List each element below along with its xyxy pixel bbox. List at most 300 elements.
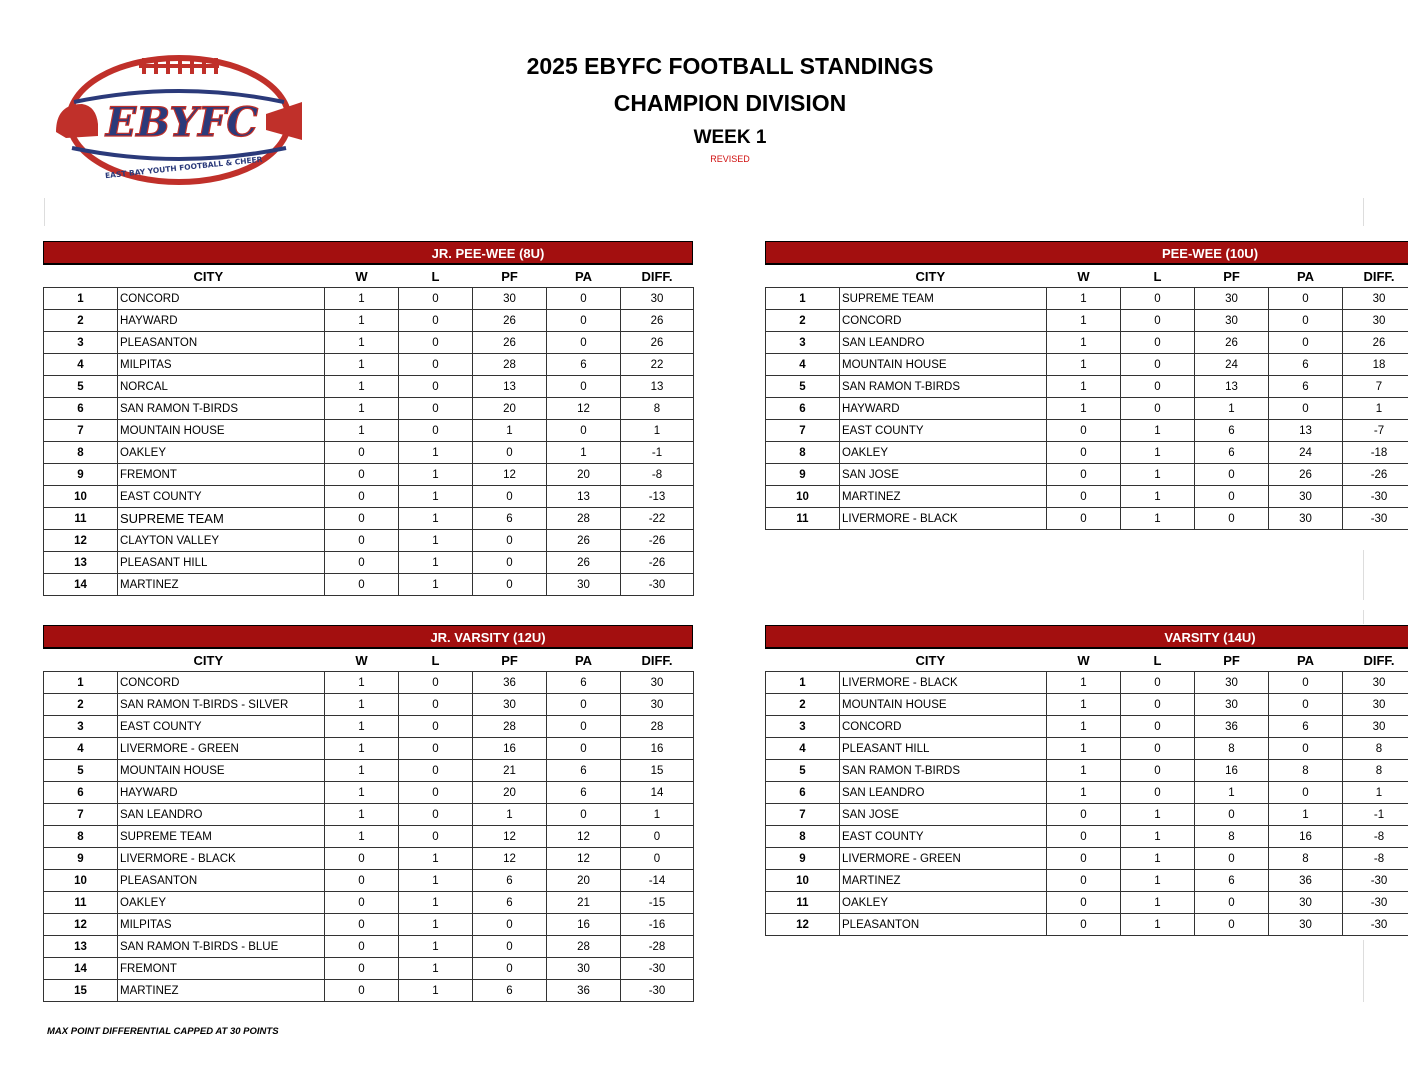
rank-cell: 3 [766,716,840,738]
differential-cell: 26 [621,310,694,332]
wins-cell: 1 [1047,694,1121,716]
differential-cell: -15 [621,892,694,914]
rank-cell: 10 [766,486,840,508]
wins-cell: 0 [325,914,399,936]
rank-cell: 1 [44,672,118,694]
wins-cell: 0 [325,442,399,464]
wins-cell: 0 [1047,870,1121,892]
rank-cell: 8 [44,442,118,464]
column-header-pa: PA [1296,268,1315,284]
points-against-cell: 30 [1269,914,1343,936]
points-for-cell: 24 [1195,354,1269,376]
rank-cell: 8 [766,826,840,848]
points-against-cell: 30 [547,958,621,980]
city-cell: CLAYTON VALLEY [118,530,325,552]
points-for-cell: 0 [1195,848,1269,870]
column-header-pa: PA [574,268,593,284]
city-cell: LIVERMORE - GREEN [118,738,325,760]
column-header-rank [766,265,840,288]
losses-cell: 1 [399,442,473,464]
losses-cell: 0 [399,354,473,376]
points-for-cell: 6 [1195,420,1269,442]
points-against-cell: 6 [547,672,621,694]
points-against-cell: 0 [1269,310,1343,332]
column-header-row [766,265,1408,288]
losses-cell: 0 [1121,672,1195,694]
rank-cell: 15 [44,980,118,1002]
rank-cell: 1 [44,288,118,310]
table-row [766,716,1408,738]
differential-cell: -30 [1343,486,1408,508]
table-row [766,376,1408,398]
points-for-cell: 0 [473,552,547,574]
points-against-cell: 0 [1269,782,1343,804]
revised-note: REVISED [710,154,750,164]
column-header-city: CITY [193,652,224,668]
guide-line [1363,198,1364,226]
wins-cell: 1 [325,826,399,848]
title-block [480,48,980,164]
rank-cell: 12 [44,914,118,936]
points-against-cell: 30 [1269,892,1343,914]
losses-cell: 0 [399,420,473,442]
table-row [766,442,1408,464]
rank-cell: 11 [766,892,840,914]
wins-cell: 1 [1047,716,1121,738]
table-row [44,914,694,936]
rank-cell: 2 [44,310,118,332]
rank-cell: 1 [766,672,840,694]
points-for-cell: 13 [473,376,547,398]
losses-cell: 0 [399,826,473,848]
points-for-cell: 6 [473,892,547,914]
losses-cell: 1 [399,464,473,486]
differential-cell: 7 [1343,376,1408,398]
points-against-cell: 0 [547,694,621,716]
guide-line [44,198,45,226]
rank-cell: 13 [44,936,118,958]
points-for-cell: 0 [1195,508,1269,530]
points-for-cell: 8 [1195,738,1269,760]
points-for-cell: 30 [1195,694,1269,716]
differential-cell: 8 [621,398,694,420]
wins-cell: 1 [325,672,399,694]
column-header-rank [44,265,118,288]
table-row [766,486,1408,508]
table-row [766,464,1408,486]
city-cell: SAN RAMON T-BIRDS - SILVER [118,694,325,716]
city-cell: PLEASANTON [118,870,325,892]
column-header-pa: PA [574,652,593,668]
differential-cell: -30 [621,574,694,596]
wins-cell: 0 [325,936,399,958]
points-for-cell: 20 [473,398,547,420]
rank-cell: 9 [766,848,840,870]
points-for-cell: 12 [473,826,547,848]
points-against-cell: 16 [547,914,621,936]
rank-cell: 10 [44,486,118,508]
table-row [44,442,694,464]
rank-cell: 3 [44,332,118,354]
losses-cell: 0 [1121,782,1195,804]
points-against-cell: 6 [547,782,621,804]
points-for-cell: 8 [1195,826,1269,848]
column-header-row [766,649,1408,672]
differential-cell: -18 [1343,442,1408,464]
points-against-cell: 0 [547,716,621,738]
differential-cell: -30 [621,958,694,980]
city-cell: SUPREME TEAM [118,826,325,848]
points-for-cell: 16 [473,738,547,760]
guide-line [1363,940,1364,1002]
points-against-cell: 30 [1269,508,1343,530]
rank-cell: 9 [44,464,118,486]
wins-cell: 1 [325,694,399,716]
points-for-cell: 1 [473,804,547,826]
losses-cell: 0 [399,672,473,694]
wins-cell: 1 [1047,376,1121,398]
table-row [766,508,1408,530]
differential-cell: -8 [621,464,694,486]
table-row [44,354,694,376]
differential-cell: 30 [1343,288,1408,310]
points-against-cell: 16 [1269,826,1343,848]
differential-cell: -30 [1343,870,1408,892]
points-against-cell: 0 [547,804,621,826]
points-against-cell: 0 [1269,694,1343,716]
differential-cell: -30 [621,980,694,1002]
points-against-cell: 0 [1269,738,1343,760]
points-for-cell: 0 [1195,464,1269,486]
standings-grid [765,265,1408,530]
points-for-cell: 0 [473,530,547,552]
table-row [766,288,1408,310]
points-for-cell: 6 [1195,442,1269,464]
rank-cell: 7 [44,804,118,826]
losses-cell: 0 [1121,694,1195,716]
table-row [44,694,694,716]
rank-cell: 6 [766,398,840,420]
rank-cell: 12 [766,914,840,936]
table-row [766,870,1408,892]
losses-cell: 0 [1121,332,1195,354]
city-cell: MOUNTAIN HOUSE [118,420,325,442]
losses-cell: 1 [1121,848,1195,870]
column-header-diff: DIFF. [1363,652,1395,668]
differential-cell: 30 [1343,716,1408,738]
points-for-cell: 12 [473,464,547,486]
points-against-cell: 1 [1269,804,1343,826]
table-row [44,398,694,420]
differential-cell: -1 [1343,804,1408,826]
losses-cell: 1 [399,914,473,936]
points-against-cell: 0 [1269,288,1343,310]
losses-cell: 1 [1121,486,1195,508]
points-against-cell: 30 [547,574,621,596]
differential-cell: 28 [621,716,694,738]
city-cell: HAYWARD [840,398,1047,420]
column-header-w: W [1077,652,1090,668]
standings-grid [43,649,694,1002]
wins-cell: 1 [1047,760,1121,782]
city-cell: PLEASANTON [118,332,325,354]
wins-cell: 1 [1047,354,1121,376]
rank-cell: 10 [44,870,118,892]
city-cell: HAYWARD [118,310,325,332]
rank-cell: 5 [44,760,118,782]
table-row [44,892,694,914]
city-cell: PLEASANT HILL [840,738,1047,760]
column-header-diff: DIFF. [1363,268,1395,284]
losses-cell: 0 [399,376,473,398]
standings-table-jr-pee-wee [43,241,693,596]
city-cell: OAKLEY [840,442,1047,464]
wins-cell: 1 [325,804,399,826]
differential-cell: 1 [1343,782,1408,804]
wins-cell: 1 [325,288,399,310]
points-against-cell: 12 [547,398,621,420]
points-against-cell: 24 [1269,442,1343,464]
wins-cell: 1 [1047,738,1121,760]
wins-cell: 0 [325,848,399,870]
rank-cell: 7 [44,420,118,442]
points-for-cell: 28 [473,354,547,376]
losses-cell: 0 [399,694,473,716]
wins-cell: 0 [1047,486,1121,508]
points-for-cell: 0 [473,486,547,508]
wins-cell: 0 [1047,892,1121,914]
rank-cell: 11 [44,508,118,530]
week-title: WEEK 1 [693,127,767,148]
rank-cell: 3 [44,716,118,738]
standings-grid [43,265,694,596]
table-row [44,760,694,782]
city-cell: MARTINEZ [118,574,325,596]
column-header-pf: PF [1223,652,1240,668]
rank-cell: 5 [44,376,118,398]
wins-cell: 1 [1047,782,1121,804]
differential-cell: -30 [1343,914,1408,936]
table-title-bar [765,241,1408,265]
differential-cell: 1 [1343,398,1408,420]
rank-cell: 9 [766,464,840,486]
differential-cell: -16 [621,914,694,936]
points-against-cell: 0 [547,376,621,398]
losses-cell: 0 [399,288,473,310]
wins-cell: 0 [1047,420,1121,442]
column-header-diff: DIFF. [641,268,673,284]
wins-cell: 1 [325,354,399,376]
city-cell: MOUNTAIN HOUSE [118,760,325,782]
losses-cell: 0 [399,760,473,782]
table-row [766,420,1408,442]
wins-cell: 1 [325,420,399,442]
wins-cell: 1 [325,398,399,420]
points-for-cell: 0 [1195,892,1269,914]
points-for-cell: 0 [473,914,547,936]
page-title: 2025 EBYFC FOOTBALL STANDINGS [526,53,934,79]
points-against-cell: 0 [547,420,621,442]
city-cell: SAN LEANDRO [118,804,325,826]
points-against-cell: 0 [547,288,621,310]
city-cell: PLEASANT HILL [118,552,325,574]
differential-cell: -26 [621,530,694,552]
points-for-cell: 0 [473,958,547,980]
column-header-rank [44,649,118,672]
wins-cell: 0 [325,980,399,1002]
table-row [44,804,694,826]
losses-cell: 1 [1121,442,1195,464]
points-against-cell: 26 [547,530,621,552]
city-cell: NORCAL [118,376,325,398]
wins-cell: 0 [1047,508,1121,530]
points-for-cell: 28 [473,716,547,738]
city-cell: MARTINEZ [840,870,1047,892]
points-for-cell: 0 [1195,486,1269,508]
points-against-cell: 28 [547,936,621,958]
wins-cell: 0 [1047,826,1121,848]
losses-cell: 0 [1121,760,1195,782]
differential-cell: 30 [1343,310,1408,332]
differential-cell: 30 [621,672,694,694]
city-cell: LIVERMORE - GREEN [840,848,1047,870]
wins-cell: 0 [1047,464,1121,486]
table-row [44,420,694,442]
points-against-cell: 8 [1269,760,1343,782]
rank-cell: 6 [44,398,118,420]
column-header-w: W [355,652,368,668]
column-header-w: W [1077,268,1090,284]
wins-cell: 0 [325,574,399,596]
city-cell: MILPITAS [118,354,325,376]
wins-cell: 0 [325,892,399,914]
points-against-cell: 0 [1269,332,1343,354]
city-cell: MOUNTAIN HOUSE [840,354,1047,376]
rank-cell: 11 [766,508,840,530]
wins-cell: 1 [1047,310,1121,332]
losses-cell: 0 [399,782,473,804]
points-for-cell: 30 [473,694,547,716]
city-cell: SAN JOSE [840,464,1047,486]
losses-cell: 0 [1121,376,1195,398]
city-cell: CONCORD [118,288,325,310]
points-against-cell: 13 [1269,420,1343,442]
city-cell: OAKLEY [118,892,325,914]
table-row [766,914,1408,936]
differential-cell: 0 [621,848,694,870]
column-header-l: L [1153,652,1162,668]
losses-cell: 1 [399,958,473,980]
city-cell: SAN RAMON T-BIRDS - BLUE [118,936,325,958]
points-for-cell: 30 [1195,310,1269,332]
rank-cell: 5 [766,376,840,398]
differential-cell: 0 [621,826,694,848]
losses-cell: 0 [399,804,473,826]
table-row [766,332,1408,354]
points-against-cell: 6 [547,354,621,376]
wins-cell: 0 [325,486,399,508]
differential-cell: -8 [1343,848,1408,870]
wins-cell: 0 [325,552,399,574]
points-for-cell: 36 [1195,716,1269,738]
city-cell: SAN LEANDRO [840,782,1047,804]
city-cell: SUPREME TEAM [840,288,1047,310]
table-row [44,376,694,398]
differential-cell: -28 [621,936,694,958]
table-title-bar [43,625,693,649]
points-for-cell: 13 [1195,376,1269,398]
table-row [44,782,694,804]
differential-cell: 13 [621,376,694,398]
points-against-cell: 6 [1269,376,1343,398]
table-row [44,870,694,892]
rank-cell: 4 [44,738,118,760]
table-row [44,716,694,738]
table-title-bar [765,625,1408,649]
points-for-cell: 26 [473,332,547,354]
rank-cell: 6 [766,782,840,804]
wins-cell: 1 [325,332,399,354]
table-row [44,464,694,486]
differential-cell: -14 [621,870,694,892]
points-against-cell: 30 [1269,486,1343,508]
losses-cell: 0 [1121,310,1195,332]
rank-cell: 3 [766,332,840,354]
losses-cell: 1 [1121,508,1195,530]
table-row [44,508,694,530]
city-cell: EAST COUNTY [118,716,325,738]
points-against-cell: 0 [547,738,621,760]
differential-cell: -26 [1343,464,1408,486]
points-for-cell: 1 [1195,782,1269,804]
standings-table-varsity [765,625,1408,936]
points-for-cell: 0 [473,574,547,596]
wins-cell: 0 [325,530,399,552]
city-cell: SAN LEANDRO [840,332,1047,354]
table-row [44,936,694,958]
table-row [44,552,694,574]
rank-cell: 2 [44,694,118,716]
points-for-cell: 6 [473,980,547,1002]
column-header-w: W [355,268,368,284]
points-for-cell: 20 [473,782,547,804]
column-header-pf: PF [1223,268,1240,284]
city-cell: SAN JOSE [840,804,1047,826]
guide-line [1363,550,1364,600]
differential-cell: 8 [1343,760,1408,782]
differential-cell: -1 [621,442,694,464]
losses-cell: 0 [1121,716,1195,738]
column-header-l: L [431,268,440,284]
column-header-pa: PA [1296,652,1315,668]
points-for-cell: 30 [1195,672,1269,694]
column-header-l: L [431,652,440,668]
column-header-row [44,265,694,288]
differential-cell: -30 [1343,508,1408,530]
points-against-cell: 36 [1269,870,1343,892]
logo-subtext: EAST BAY YOUTH FOOTBALL & CHEER [104,154,263,181]
differential-cell: 15 [621,760,694,782]
wins-cell: 1 [325,716,399,738]
division-title: CHAMPION DIVISION [613,90,847,116]
rank-cell: 14 [44,958,118,980]
city-cell: SAN RAMON T-BIRDS [840,376,1047,398]
losses-cell: 1 [1121,804,1195,826]
rank-cell: 2 [766,310,840,332]
points-against-cell: 1 [547,442,621,464]
rank-cell: 4 [44,354,118,376]
wins-cell: 0 [325,464,399,486]
